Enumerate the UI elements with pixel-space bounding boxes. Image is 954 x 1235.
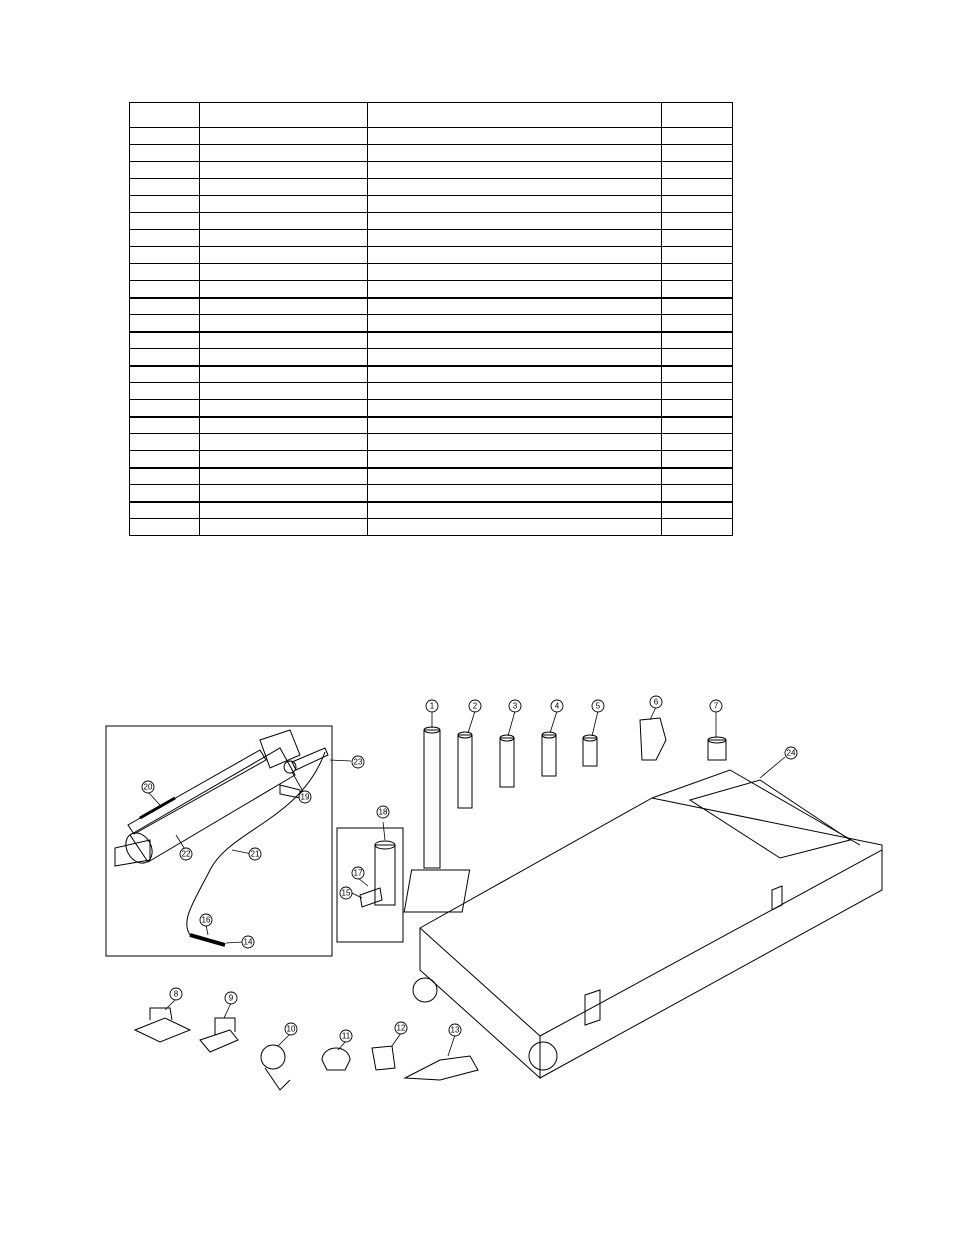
part-number-cell [200,451,368,468]
callout-16 [200,914,212,926]
item-cell [130,400,200,417]
callout-number: 24 [786,748,796,758]
ring-clamp-drawing [261,1045,285,1069]
column-header-quantity [662,103,733,128]
table-row [130,366,733,383]
item-cell [130,519,200,536]
callout-number: 19 [300,792,310,802]
description-cell [368,213,662,230]
part-number-cell [200,145,368,162]
storage-case-drawing [404,770,882,1078]
callout-8 [170,988,182,1000]
item-cell [130,213,200,230]
quantity-cell [662,315,733,332]
callout-6 [650,696,662,708]
quantity-cell [662,179,733,196]
callout-17 [352,867,364,879]
quantity-cell [662,400,733,417]
part-number-cell [200,383,368,400]
pump-kit-frame [106,726,332,956]
table-row [130,247,733,264]
base-plate-drawing [135,1018,190,1042]
item-cell [130,434,200,451]
callout-15 [340,887,352,899]
parts-list-table [129,102,733,536]
item-cell [130,145,200,162]
callout-number: 14 [243,937,253,947]
item-cell [130,179,200,196]
column-header-part-number [200,103,368,128]
item-cell [130,128,200,145]
item-cell [130,332,200,349]
quantity-cell [662,230,733,247]
callout-number: 7 [713,701,719,711]
description-cell [368,145,662,162]
part-number-cell [200,366,368,383]
item-cell [130,196,200,213]
description-cell [368,315,662,332]
callout-number: 10 [286,1024,296,1034]
description-cell [368,519,662,536]
part-number-cell [200,332,368,349]
callout-19 [299,791,311,803]
part-number-cell [200,264,368,281]
item-cell [130,502,200,519]
rubber-cap-drawing [322,1048,350,1070]
hydraulic-pump-drawing [115,730,328,868]
callout-7 [710,700,722,712]
callout-number: 9 [228,993,234,1003]
description-cell [368,281,662,298]
description-cell [368,162,662,179]
quantity-cell [662,383,733,400]
callout-number: 18 [378,807,388,817]
table-row [130,349,733,366]
description-cell [368,485,662,502]
description-cell [368,468,662,485]
table-row [130,400,733,417]
description-cell [368,366,662,383]
table-row [130,281,733,298]
callout-number: 17 [353,868,363,878]
part-number-cell [200,400,368,417]
description-cell [368,502,662,519]
flat-head-drawing [372,1046,395,1070]
item-cell [130,230,200,247]
quantity-cell [662,298,733,315]
table-row [130,162,733,179]
description-cell [368,434,662,451]
callout-number: 2 [472,701,478,711]
callout-number: 8 [173,989,179,999]
item-cell [130,451,200,468]
column-header-description [368,103,662,128]
extension-tubes-drawing [424,727,597,868]
quantity-cell [662,145,733,162]
part-number-cell [200,298,368,315]
item-cell [130,247,200,264]
quantity-cell [662,485,733,502]
part-number-cell [200,417,368,434]
part-number-cell [200,502,368,519]
table-row [130,315,733,332]
wedge-head-drawing [640,718,666,760]
callout-2 [469,700,481,712]
spreader-tool-drawing [405,1056,478,1080]
quantity-cell [662,162,733,179]
callout-1 [426,700,438,712]
part-number-cell [200,247,368,264]
item-cell [130,366,200,383]
part-number-cell [200,468,368,485]
item-cell [130,298,200,315]
table-row [130,519,733,536]
callout-11 [340,1030,352,1042]
part-number-cell [200,349,368,366]
part-number-cell [200,315,368,332]
description-cell [368,196,662,213]
callout-number: 1 [429,701,435,711]
quantity-cell [662,264,733,281]
callout-number: 20 [143,782,153,792]
table-row [130,451,733,468]
table-row [130,468,733,485]
quantity-cell [662,417,733,434]
callout-18 [377,806,389,818]
description-cell [368,128,662,145]
description-cell [368,417,662,434]
table-row [130,179,733,196]
angle-base-drawing [200,1030,238,1052]
table-row [130,264,733,281]
table-row [130,145,733,162]
item-cell [130,264,200,281]
table-header-row [130,103,733,128]
exploded-parts-diagram [0,640,954,1100]
quantity-cell [662,196,733,213]
quantity-cell [662,434,733,451]
callout-number: 5 [595,701,601,711]
callout-number: 21 [250,849,260,859]
description-cell [368,451,662,468]
column-header-item [130,103,200,128]
item-cell [130,162,200,179]
description-cell [368,332,662,349]
table-row [130,485,733,502]
description-cell [368,400,662,417]
description-cell [368,247,662,264]
item-cell [130,468,200,485]
callout-24 [785,747,797,759]
table-row [130,230,733,247]
callout-number: 16 [201,915,211,925]
quantity-cell [662,349,733,366]
callout-number: 3 [512,701,518,711]
item-cell [130,383,200,400]
callout-12 [395,1022,407,1034]
quantity-cell [662,366,733,383]
callout-13 [449,1024,461,1036]
part-number-cell [200,519,368,536]
table-row [130,417,733,434]
item-cell [130,485,200,502]
table-row [130,213,733,230]
part-number-cell [200,485,368,502]
table-row [130,383,733,400]
quantity-cell [662,451,733,468]
quantity-cell [662,247,733,264]
part-number-cell [200,213,368,230]
description-cell [368,349,662,366]
callout-number: 4 [554,701,560,711]
callout-14 [242,936,254,948]
description-cell [368,264,662,281]
quantity-cell [662,519,733,536]
item-cell [130,349,200,366]
item-cell [130,315,200,332]
part-number-cell [200,196,368,213]
table-row [130,298,733,315]
item-cell [130,417,200,434]
part-number-cell [200,179,368,196]
callout-22 [180,848,192,860]
part-number-cell [200,281,368,298]
quantity-cell [662,468,733,485]
item-cell [130,281,200,298]
part-number-cell [200,162,368,179]
quantity-cell [662,213,733,230]
callout-number: 15 [341,888,351,898]
part-number-cell [200,230,368,247]
quantity-cell [662,128,733,145]
callout-3 [509,700,521,712]
table-row [130,332,733,349]
description-cell [368,230,662,247]
callout-number: 22 [181,849,191,859]
table-row [130,502,733,519]
callout-9 [225,992,237,1004]
callout-20 [142,781,154,793]
description-cell [368,298,662,315]
table-row [130,196,733,213]
callout-4 [551,700,563,712]
table-row [130,128,733,145]
callout-21 [249,848,261,860]
table-row [130,434,733,451]
callout-23 [352,756,364,768]
quantity-cell [662,281,733,298]
quantity-cell [662,502,733,519]
callout-10 [285,1023,297,1035]
part-number-cell [200,128,368,145]
callout-number: 12 [396,1023,406,1033]
part-number-cell [200,434,368,451]
description-cell [368,179,662,196]
callout-number: 6 [653,697,659,707]
callout-number: 11 [341,1031,351,1041]
callout-5 [592,700,604,712]
callout-number: 13 [450,1025,460,1035]
callout-number: 23 [353,757,363,767]
description-cell [368,383,662,400]
quantity-cell [662,332,733,349]
